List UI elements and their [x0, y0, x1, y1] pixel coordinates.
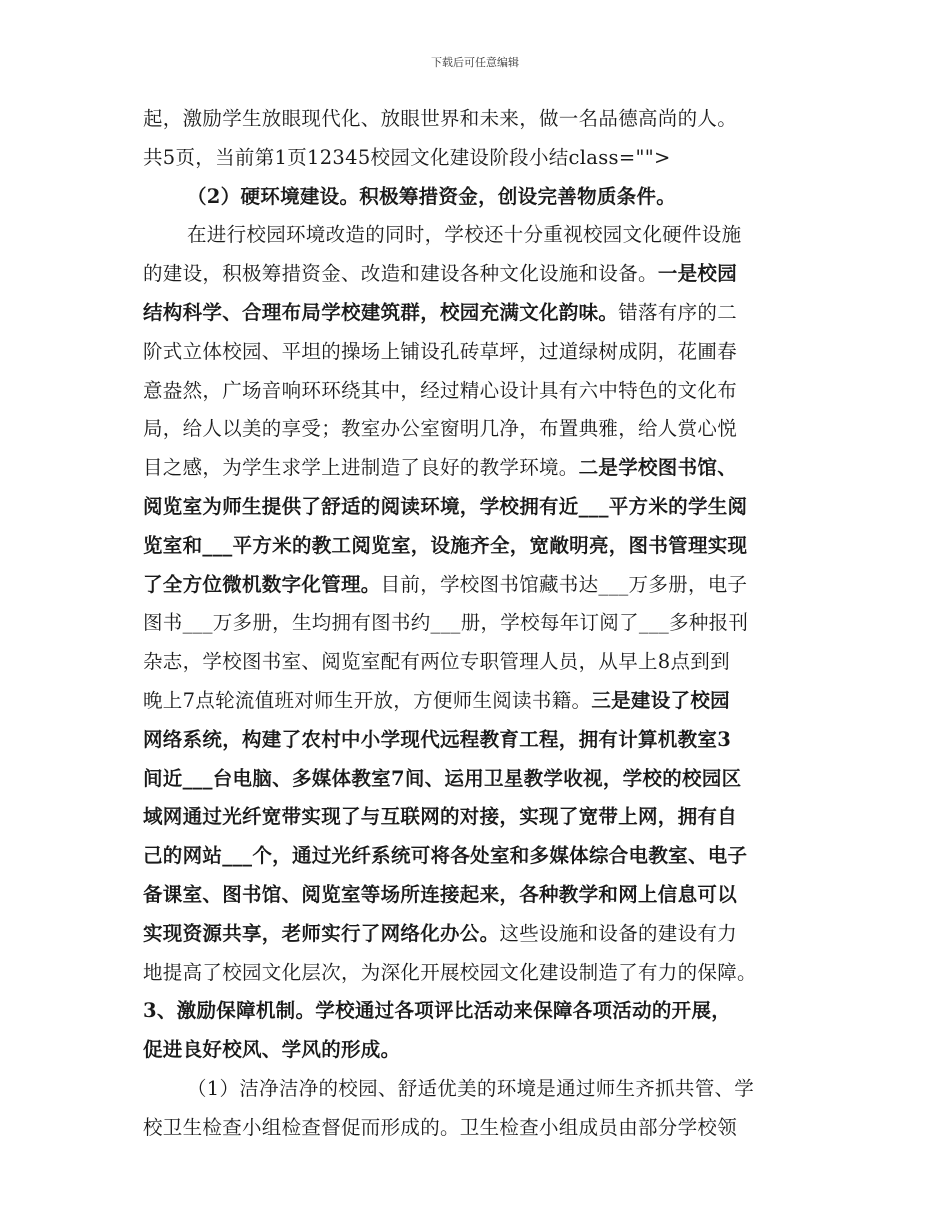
- text-line: [143, 954, 833, 993]
- text-line: [143, 721, 833, 760]
- text-line: [143, 837, 833, 876]
- text-line: [143, 216, 833, 255]
- text-line: [143, 527, 833, 566]
- body-text: 目前，学校图书馆藏书达___万多册，电子: [380, 572, 748, 596]
- text-line: [143, 333, 833, 372]
- bold-text: 结构科学、合理布局学校建筑群，校园充满文化韵味。: [143, 300, 619, 324]
- bold-text: 实现资源共享，老师实行了网络化办公。: [143, 921, 500, 945]
- text-line: [143, 1109, 833, 1148]
- body-text: 阶式立体校园、平坦的操场上铺设孔砖草坪，过道绿树成阴，花圃春: [143, 339, 738, 363]
- text-line: [143, 488, 833, 527]
- body-text: 局，给人以美的享受；教室办公室窗明几净，布置典雅，给人赏心悦: [143, 417, 738, 441]
- bold-text: 三是建设了校园: [591, 688, 730, 712]
- body-text: 校卫生检查小组检查督促而形成的。卫生检查小组成员由部分学校领: [143, 1115, 738, 1139]
- text-line: [143, 139, 833, 178]
- body-text: 这些设施和设备的建设有力: [499, 921, 738, 945]
- bold-text: 阅览室为师生提供了舒适的阅读环境，学校拥有近___平方米的学生阅: [143, 494, 748, 518]
- text-line: [143, 798, 833, 837]
- body-text: 晚上7点轮流值班对师生开放，方便师生阅读书籍。: [143, 688, 592, 712]
- text-line: [143, 915, 833, 954]
- text-line: [143, 100, 833, 139]
- text-line: [143, 992, 833, 1031]
- bold-text: 了全方位微机数字化管理。: [143, 572, 381, 596]
- text-line: [143, 566, 833, 605]
- text-line: [143, 178, 833, 217]
- bold-text: 己的网站___个，通过光纤系统可将各处室和多媒体综合电教室、电子: [143, 844, 748, 868]
- bold-text: 一是校园: [657, 262, 738, 286]
- text-line: [143, 410, 833, 449]
- bold-text: 促进良好校风、学风的形成。: [143, 1038, 401, 1062]
- body-text: 意盎然，广场音响环环绕其中，经过精心设计具有六中特色的文化布: [143, 378, 738, 402]
- body-text: （1）洁净洁净的校园、舒适优美的环境是通过师生齐抓共管、学: [187, 1076, 755, 1100]
- body-text: 目之感，为学生求学上进制造了良好的教学环境。: [143, 456, 579, 480]
- text-line: [143, 294, 833, 333]
- bold-text: （2）硬环境建设。积极筹措资金，创设完善物质条件。: [187, 184, 677, 208]
- bold-text: 3、激励保障机制。学校通过各项评比活动来保障各项活动的开展，: [143, 999, 732, 1023]
- text-line: [143, 643, 833, 682]
- bold-text: 览室和___平方米的教工阅览室，设施齐全，宽敞明亮，图书管理实现: [143, 533, 748, 557]
- text-line: [143, 604, 833, 643]
- body-text: 共5页，当前第1页12345校园文化建设阶段小结class="">: [143, 145, 671, 169]
- page-header: 下载后可任意编辑: [431, 56, 519, 69]
- bold-text: 备课室、图书馆、阅览室等场所连接起来，各种教学和网上信息可以: [143, 882, 738, 906]
- bold-text: 网络系统，构建了农村中小学现代远程教育工程，拥有计算机教室3: [143, 727, 732, 751]
- body-text: 在进行校园环境改造的同时，学校还十分重视校园文化硬件设施: [187, 223, 742, 247]
- text-line: [143, 255, 833, 294]
- bold-text: 二是学校图书馆、: [578, 456, 738, 480]
- document-body: [143, 100, 833, 1148]
- bold-text: 域网通过光纤宽带实现了与互联网的对接，实现了宽带上网，拥有自: [143, 805, 738, 829]
- text-line: [143, 876, 833, 915]
- text-line: [143, 449, 833, 488]
- text-line: [143, 682, 833, 721]
- bold-text: 间近___台电脑、多媒体教室7间、运用卫星教学收视，学校的校园区: [143, 766, 742, 790]
- body-text: 图书___万多册，生均拥有图书约___册，学校每年订阅了___多种报刊: [143, 611, 749, 635]
- text-line: [143, 372, 833, 411]
- body-text: 的建设，积极筹措资金、改造和建设各种文化设施和设备。: [143, 262, 658, 286]
- text-line: [143, 1070, 833, 1109]
- text-line: [143, 760, 833, 799]
- body-text: 起，激励学生放眼现代化、放眼世界和未来，做一名品德高尚的人。: [143, 107, 738, 130]
- text-line: [143, 1031, 833, 1070]
- body-text: 杂志，学校图书室、阅览室配有两位专职管理人员，从早上8点到到: [143, 650, 730, 674]
- body-text: 错落有序的二: [618, 300, 738, 324]
- body-text: 地提高了校园文化层次，为深化开展校园文化建设制造了有力的保障。: [143, 960, 757, 984]
